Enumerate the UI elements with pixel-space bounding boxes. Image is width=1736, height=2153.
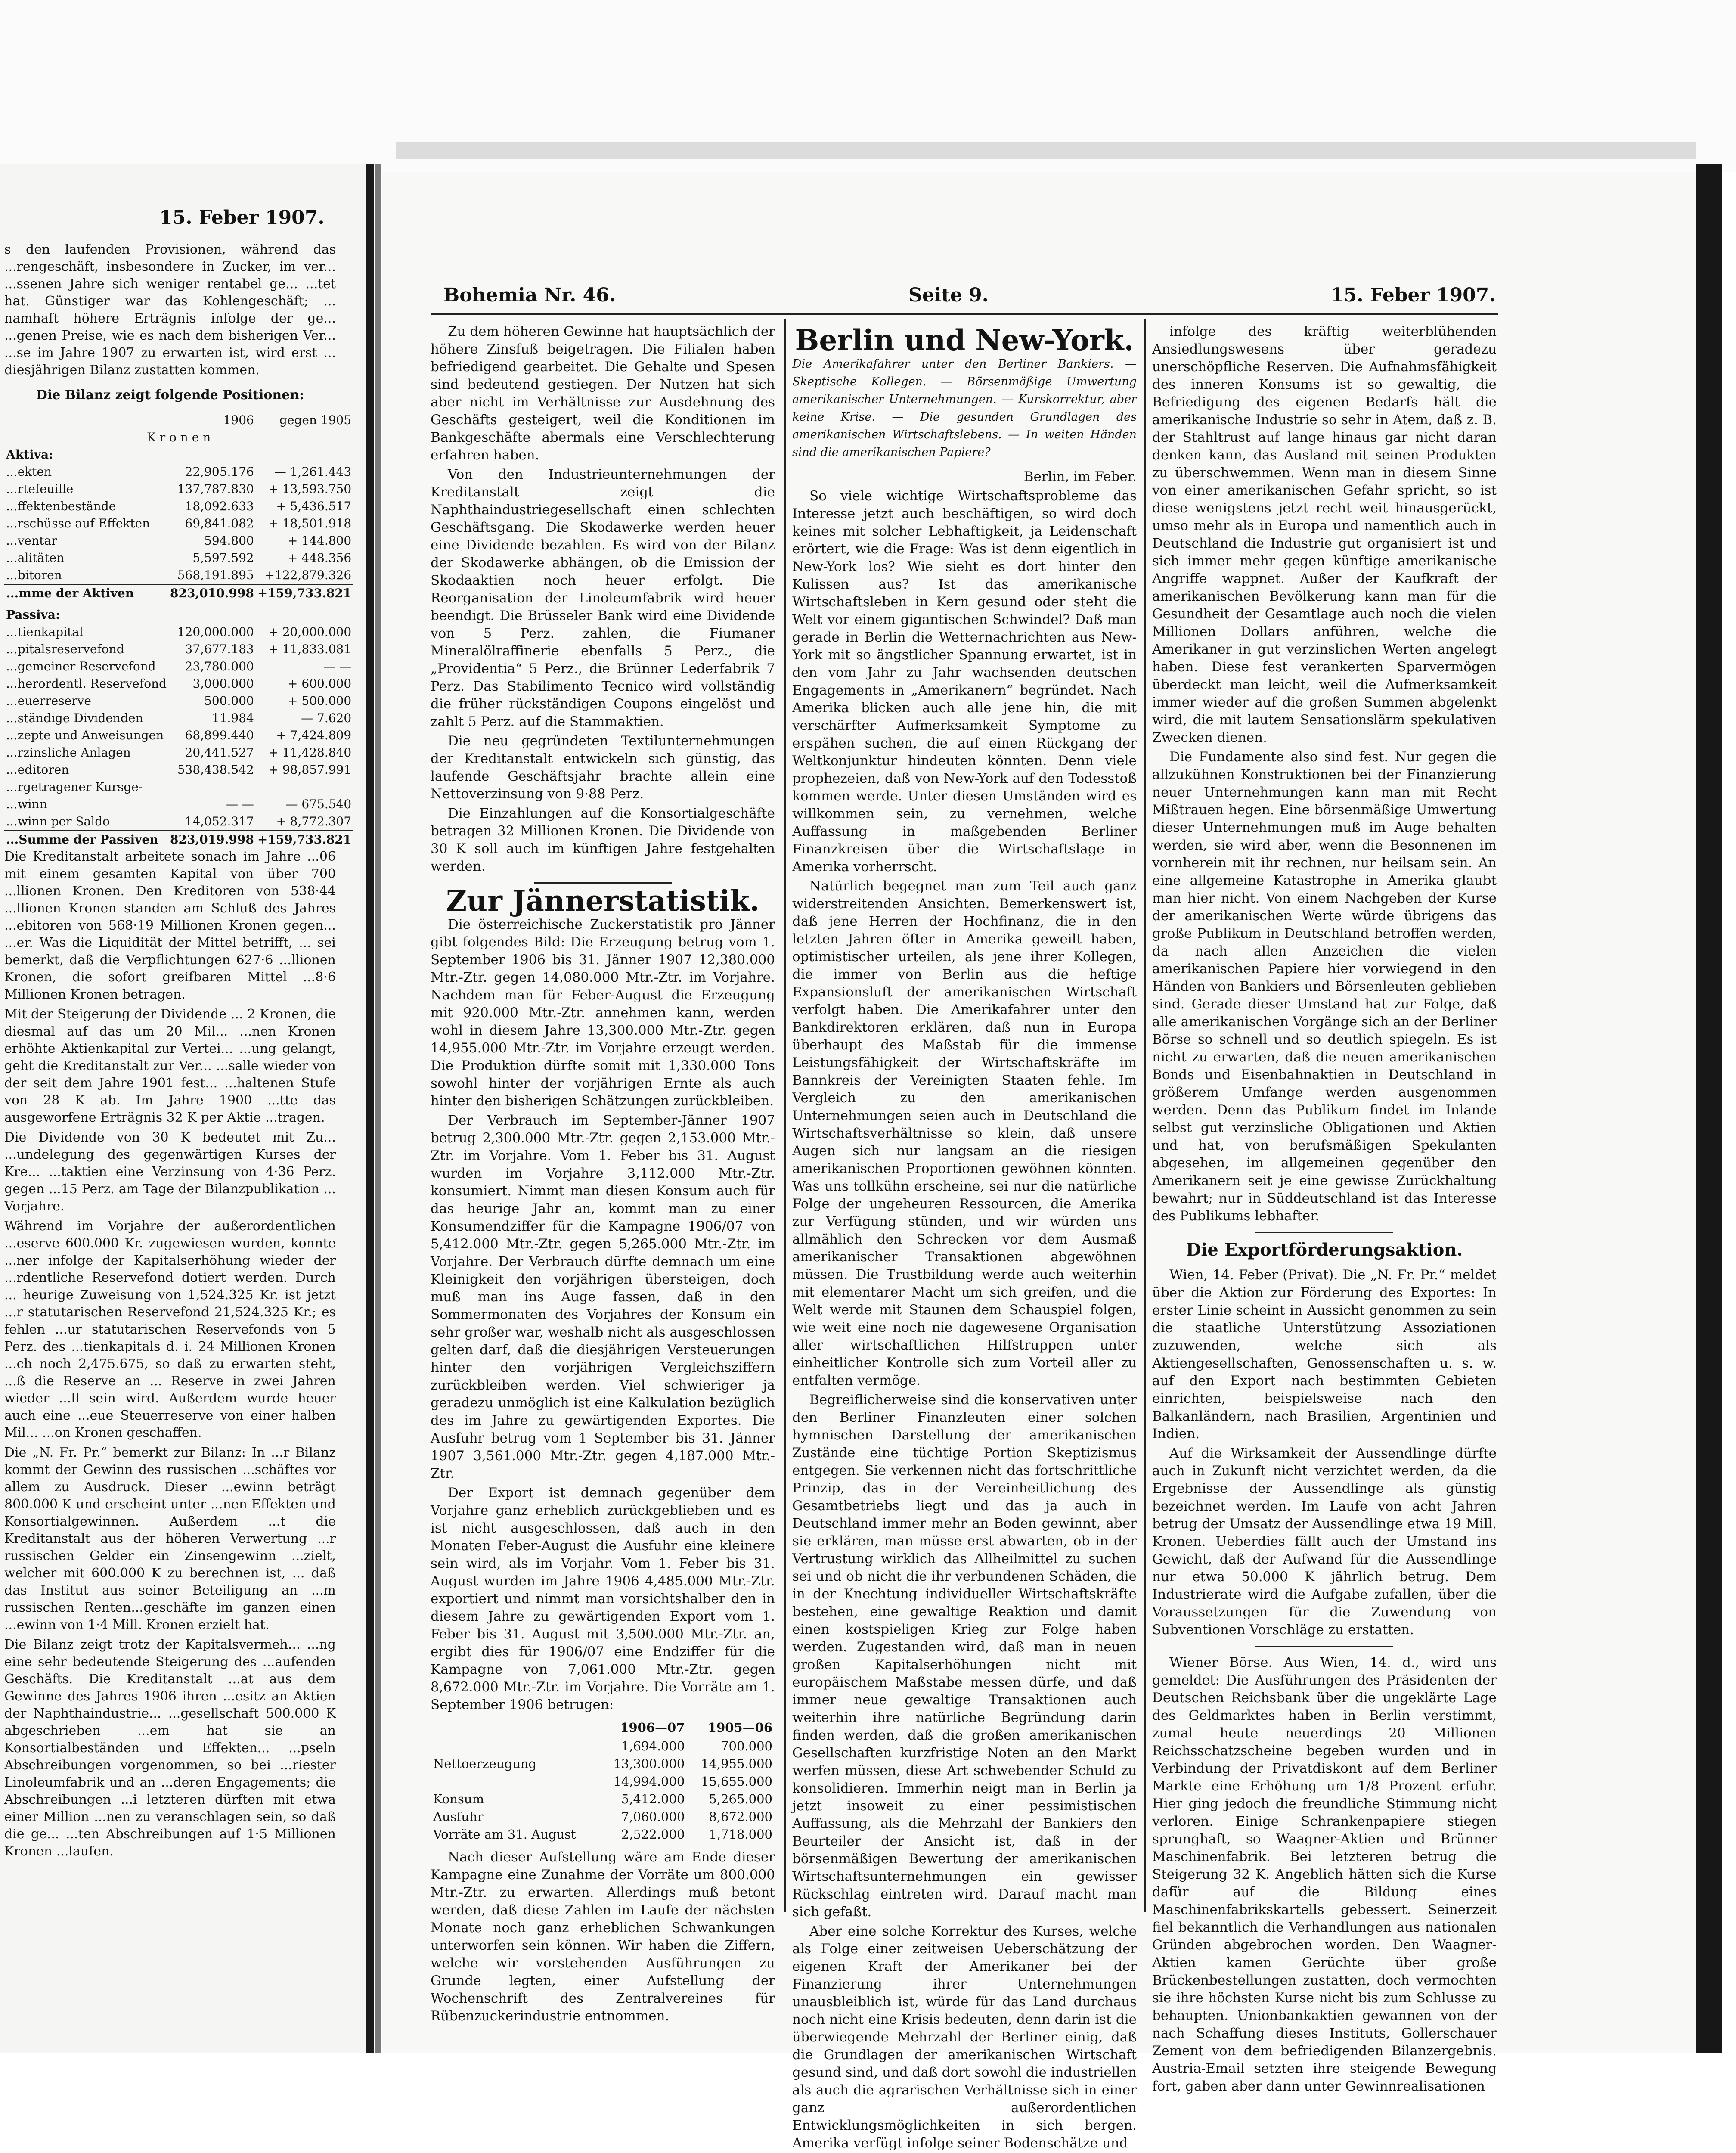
bilanz-value: 3,000.000 [192, 676, 254, 691]
bilanz-row [4, 710, 353, 727]
paragraph: Wiener Börse. Aus Wien, 14. d., wird uns gemeldet: Die Ausführungen des Präsidenten der Deutschen Reichsbank über die ungeklärte Lage des Geldmarktes haben in Berlin verstimmt, zumal heute neuerdings 20 Millionen Reichsschatzscheine begeben wurden und in Verbindung der Privatdiskont auf dem Berliner Markte eine Erhöhung um 1/8 Prozent erfuhr. Hier ging jedoch die freundliche Stimmung nicht verloren. Einige Schrankenpapiere stiegen sprunghaft, so Waagner-Aktien und Brünner Maschinenfabrik. Bei letzteren betrug die Steigerung 32 K. Angeblich hätten sich die Kurse dafür auf die Bildung eines Maschinenfabrikskartells gebessert. Seinerzeit fiel bekanntlich die Verhandlungen aus nationalen Gründen abgebrochen worden. Den Waagner-Aktien kamen Gerüchte über große Brückenbestellungen zustatten, doch vermochten sie ihre höchsten Kurse nicht bis zum Schlusse zu behaupten. Unionbankaktien gewannen von der nach Schaffung dieses Instituts, Gollerschauer Zement von dem befriedigenden Bilanzergebnis. Austria-Email setzten ihre steigende Bewegung fort, gaben aber dann unter Gewinnrealisationen [1152, 1655, 1497, 2094]
zucker-value: 700.000 [721, 1739, 772, 1753]
bilanz-value: 20,441.527 [185, 745, 254, 760]
col3-paragraphs-3 [1152, 1654, 1497, 2095]
column-rule-2 [1144, 319, 1146, 1912]
bilanz-label: ...herordentl. Reservefond [6, 676, 167, 691]
bilanz-value: 500.000 [204, 694, 254, 708]
zucker-label [431, 1737, 600, 1755]
bilanz-label: ...rzinsliche Anlagen [6, 745, 131, 760]
bilanz-row [4, 498, 353, 515]
aktiva-label: Aktiva: [6, 447, 53, 462]
paragraph: Der Verbrauch im September-Jänner 1907 betrug 2,300.000 Mtr.-Ztr. gegen 2,153.000 Mtr.-Ztr. im Vorjahre. Vom 1. Feber bis 31. August wurden im Vorjahre 3,112.000 Mtr.-Ztr. konsumiert. Nimmt man diesen Konsum auch für das heurige Jahr an, kommt man zu einer Konsumendziffer für die Kampagne 1906/07 von 5,412.000 Mtr.-Ztr. gegen 5,265.000 Mtr.-Ztr. im Vorjahre. Der Verbrauch dürfte demnach um eine Kleinigkeit den vorjährigen übersteigen, doch muß man ins Auge fassen, daß in den Sommermonaten des Vorjahres der Konsum ein sehr großer war, weshalb nicht als ausgeschlossen gelten darf, daß die diesjährigen Versteuerungen hinter den vorjährigen Vergleichsziffern zurückbleiben werden. Viel schwieriger ja geradezu unmöglich ist eine Kalkulation bezüglich des im Jahre zu gewärtigenden Exportes. Die Ausfuhr betrug vom 1 September bis 31. Jänner 1907 3,561.000 Mtr.-Ztr. gegen 4,187.000 Mtr.-Ztr. [431, 1113, 775, 1481]
col3-divider-2 [1256, 1646, 1393, 1647]
zucker-row [431, 1773, 775, 1790]
column-rule-1 [784, 319, 786, 1912]
paragraph: Von den Industrieunternehmungen der Kreditanstalt zeigt die Naphthaindustriegesellschaft einen schlechten Geschäftsgang. Die Skodawerke werden heuer eine Dividende bezahlen. Es wird von der Bilanz der Skodawerke abhängen, ob die Emission der Skodaaktien noch heuer erfolgt. Die Reorganisation der Linoleumfabrik wird heuer beendigt. Die Brüsseler Bank wird eine Dividende von 5 Perz. zahlen, die Fiumaner Mineralölraffinerie ebenfalls 5 Perz., die „Providentia“ 5 Perz., die Brünner Lederfabrik 7 Perz. Das Stabilimento Tecnico wird vollständig die früher rückständigen Coupons eingelöst und zahlt 5 Perz. auf die Stammaktien. [431, 467, 775, 729]
zucker-table [431, 1719, 775, 1843]
paragraph: Mit der Steigerung der Dividende ... 2 Kronen, die diesmal auf das um 20 Mil... ...nen Kronen erhöhte Aktienkapital zur Vertei... ...ung gelangt, geht die Kreditanstalt zur Ver... ...salle wieder von der seit dem Jahre 1901 fest... ...haltenen Stufe von 28 K ab. Im Jahre 1900 ...tte das ausgeworfene Erträgnis 32 K per Aktie ...tragen. [4, 1007, 336, 1125]
col1-divider [534, 882, 672, 884]
bilanz-row [4, 481, 353, 498]
bilanz-value: — 7.620 [301, 711, 352, 725]
bilanz-row [4, 463, 353, 481]
binding-gutter [366, 164, 374, 2053]
bilanz-value: + 98,857.991 [268, 763, 352, 777]
bilanz-col-1905: gegen 1905 [279, 413, 352, 427]
bilanz-value: 11.984 [211, 711, 254, 725]
column-3 [1152, 323, 1497, 2097]
bilanz-unit: K r o n e n [146, 430, 211, 444]
bilanz-row [4, 567, 353, 584]
bilanz-value: + 20,000.000 [268, 625, 352, 639]
bilanz-row [4, 761, 353, 779]
bilanz-row [4, 692, 353, 710]
bilanz-value: + 600.000 [288, 676, 352, 691]
paragraph: Die Einzahlungen auf die Konsortialgeschäfte betragen 32 Millionen Kronen. Die Dividende von 30 K soll auch im künftigen Jahre festgehalten werden. [431, 806, 775, 874]
bilanz-label: ...winn [6, 797, 47, 811]
exportfoerderung-title: Die Exportförderungsaktion. [1186, 1240, 1463, 1260]
paragraph: Der Export ist demnach gegenüber dem Vorjahre ganz erheblich zurückgeblieben und es ist nicht ausgeschlossen, daß auch in den Monaten Feber-August die Ausfuhr eine kleinere sein wird, als im Vorjahr. Vom 1. Feber bis 31. August wurden im Jahre 1906 4,485.000 Mtr.-Ztr. exportiert und nimmt man vorsichtshalber den in diesem Jahre zu gewärtigenden Export vom 1. Feber bis 31. August mit 3,500.000 Mtr.-Ztr. an, ergibt dies für 1906/07 eine Endziffer für die Kampagne von 7,061.000 Mtr.-Ztr. gegen 8,672.000 Mtr.-Ztr. im Vorjahre. Die Vorräte am 1. September 1906 betrugen: [431, 1485, 775, 1712]
left-page-text [4, 241, 352, 1863]
paragraph: Wien, 14. Feber (Privat). Die „N. Fr. Pr.“ meldet über die Aktion zur Förderung des Exportes: In erster Linie scheint in Aussicht genommen zu sein die staatliche Unterstützung Assoziationen zuzuwenden, welche sich als Aktiengesellschaften, Genossenschaften u. s. w. auf den Export nach bestimmten Gebieten einrichten, beispielsweise nach den Balkanländern, nach Brasilien, Argentinien und Indien. [1152, 1267, 1497, 1442]
zucker-row [431, 1790, 775, 1808]
zucker-value: 1,718.000 [709, 1827, 772, 1842]
bilanz-value: 568,191.895 [177, 568, 254, 582]
paragraph: Aber eine solche Korrektur des Kurses, welche als Folge einer zeitweisen Ueberschätzung der eigenen Kraft der Amerikaner bei der Finanzierung ihrer Unternehmungen unausbleiblich ist, würde für das Land durchaus noch nicht eine Krisis bedeuten, denn darin ist die überwiegende Mehrzahl der Berliner einig, daß die Grundlagen der amerikanischen Wirtschaft gesund sind, und daß dort sowohl die industriellen als auch die agrarischen Verhältnisse sich in einer ganz außerordentlichen Entwicklungsmöglichkeiten in sich bergen. Amerika verfügt infolge seiner Bodenschätze und [792, 1923, 1137, 2151]
bilanz-label: ...rschüsse auf Effekten [6, 516, 150, 530]
paragraph: Die Kreditanstalt arbeitete sonach im Jahre ...06 mit einem gesamten Kapital von über 700 ...llionen Kronen. Den Kreditoren von 538·44 ...llionen Kronen standen am Schluß des Jahres ...ebitoren von 568·19 Millionen Kronen gegen... ...er. Was die Liquidität der Mittel betrifft, ... sei bemerkt, daß die Verpflichtungen 627·6 ...llionen Kronen, die sofort greifbaren Mittel ...8·6 Millionen Kronen betragen. [4, 849, 336, 1002]
col1-paragraphs-3 [431, 1849, 775, 2025]
aktiva-rows [4, 463, 353, 602]
bilanz-row [4, 744, 353, 761]
bilanz-value: — 675.540 [285, 797, 352, 811]
berlin-dateline: Berlin, im Feber. [1023, 469, 1137, 484]
zucker-value: 15,655.000 [701, 1774, 772, 1789]
zucker-label: Nettoerzeugung [433, 1756, 536, 1771]
bilanz-value: 823,010.998 [168, 584, 256, 602]
bilanz-value: + 7,424.809 [276, 728, 352, 742]
bilanz-value: + 448.356 [288, 551, 352, 565]
bilanz-value [168, 779, 256, 796]
bilanz-label: ...Summe der Passiven [4, 831, 168, 848]
zucker-row [431, 1808, 775, 1826]
bilanz-value: + 11,428.840 [268, 745, 352, 760]
col1-paragraphs [431, 323, 775, 875]
bilanz-label: ...mme der Aktiven [4, 584, 168, 602]
column-2 [792, 323, 1137, 2153]
bilanz-value: + 18,501.918 [268, 516, 352, 530]
zucker-value: 8,672.000 [709, 1809, 772, 1824]
bilanz-row [4, 779, 353, 796]
paragraph: Zu dem höheren Gewinne hat hauptsächlich der höhere Zinsfuß beigetragen. Die Filialen haben befriedigend gearbeitet. Die Gehalte und Spesen sind bedeutend gestiegen. Der Nutzen hat sich aber nicht im Verhältnisse zur Ausdehnung des Geschäfts gesteigert, weil die Konditionen im Bankgeschäfte abermals eine Verschlechterung erfahren haben. [431, 324, 775, 463]
bilanz-row [4, 727, 353, 744]
bilanz-value: 5,597.592 [192, 551, 254, 565]
bilanz-col-1906: 1906 [223, 413, 254, 427]
bilanz-value: — — [226, 797, 254, 811]
bilanz-value: 14,052.317 [185, 814, 254, 828]
masthead [443, 284, 1494, 310]
bilanz-row [4, 813, 353, 831]
col3-paragraphs [1152, 323, 1497, 1225]
paragraph: Begreiflicherweise sind die konservativen unter den Berliner Finanzleuten einer solchen hymnischen Darstellung der amerikanischen Zustände eine tüchtige Portion Skeptizismus entgegen. Sie verkennen nicht das fortschrittliche Prinzip, das in der Vereinheitlichung des Gesamtbetriebs liegt und das ja auch in Deutschland immer mehr an Boden gewinnt, aber sie erklären, man müsse erst abwarten, ob in der Vertrustung wirklich das Allheilmittel zu suchen sei und ob nicht die ihr verbundenen Schäden, die in der Knechtung individueller Wirtschaftskräfte bestehen, eine gewaltige Reaktion und damit einen kostspieligen Krieg zur Folge haben werden. Zugestanden wird, daß man in neuen großen Kapitalserhöhungen nicht mit europäischem Maßstabe messen dürfe, und daß immer neue gewaltige Transaktionen auch weiterhin ihre natürliche Begründung darin finden werden, daß die großen amerikanischen Gesellschaften kurzfristige Noten an den Markt werfen müssen, diese Art schwebender Schuld zu konsolidieren. Immerhin neigt man in Berlin ja jetzt insoweit zu einer pessimistischen Auffassung, als die Mehrzahl der Bankiers den Beurteiler der Ansicht ist, daß in der börsenmäßigen Bewertung der amerikanischen Wirtschaftsunternehmungen ein gewisser Rückschlag eintreten wird. Darauf macht man sich gefaßt. [792, 1392, 1137, 1920]
bilanz-value: + 8,772.307 [276, 814, 352, 828]
bilanz-row [4, 796, 353, 813]
passiva-label: Passiva: [6, 608, 60, 622]
bilanz-value: +122,879.326 [264, 568, 352, 582]
zuckerstatistik-title: Zur Jännerstatistik. [446, 884, 760, 918]
bilanz-row [4, 658, 353, 675]
berlin-newyork-subtitle: Die Amerikafahrer unter den Berliner Bankiers. — Skeptische Kollegen. — Börsenmäßige Umwertung amerikanischer Unternehmungen. — Kurskorrektur, aber keine Krise. — Die gesunden Grundlagen des amerikanischen Wirtschaftslebens. — In weiten Händen sind die amerikanischen Papiere? [792, 357, 1137, 459]
paragraph: Die neu gegründeten Textilunternehmungen der Kreditanstalt entwickeln sich günstig, das laufende Geschäftsjahr brachte allein eine Nettoverzinsung von 9·88 Perz. [431, 733, 775, 802]
paragraph: Die Fundamente also sind fest. Nur gegen die allzukühnen Konstruktionen bei der Finanzierung neuer Unternehmungen kann man mit Recht Mißtrauen hegen. Eine börsenmäßige Umwertung dieser Unternehmungen muß im Auge behalten werden, sie wird aber, wenn die Besonnenen im vornherein mit ihr rechnen, nur heilsam sein. An eine allgemeine Katastrophe in Amerika glaubt man hier nicht. Von einem Nachgeben der Kurse der amerikanischen Werte würde übrigens das große Publikum in Deutschland betroffen werden, da nach allen Anzeichen die vielen amerikanischen Papiere hier vorwiegend in den Händen von Bankiers und Börsenleuten geblieben sind. Gerade dieser Umstand hat zur Folge, daß alle amerikanischen Vorgänge sich an der Berliner Börse so schnell und so deutlich spiegeln. Es ist nicht zu erwarten, daß die neuen amerikanischen Bonds und Eisenbahnaktien in Deutschland in größerem Umfange werden ausgenommen werden. Denn das Publikum findet im Inlande selbst gut verzinsliche Obligationen und Aktien und hat, von berufsmäßigen Spekulanten abgesehen, im allgemeinen gegenüber den Amerikanern seit je eine gewisse Zurückhaltung bewahrt; nur in Süddeutschland ist das Interesse des Publikums lebhafter. [1152, 749, 1497, 1224]
bilanz-value: +159,733.821 [256, 831, 353, 848]
bilanz-table [4, 412, 353, 848]
zucker-row [431, 1826, 775, 1843]
zucker-value: 5,265.000 [709, 1792, 772, 1806]
page-edge-right [1696, 164, 1722, 2053]
zucker-row [431, 1737, 775, 1755]
bilanz-label: ...euerreserve [6, 694, 91, 708]
bilanz-value: + 13,593.750 [268, 482, 352, 496]
paragraph: Die Bilanz zeigt trotz der Kapitalsvermeh... ...ng eine sehr bedeutende Steigerung des ...aufenden Geschäfts. Die Kreditanstalt ...at aus dem Gewinne des Jahres 1906 ihren ...esitz an Aktien der Naphthaindustrie... ...gesellschaft 500.000 K abgeschrieben ...em hat sie an Konsortialbeständen und Effekten... ...pseln Abschreibungen vorgenommen, so bei ...riester Linoleumfabrik und an ...deren Engagements; die Abschreibungen ...i letzteren dürften mit etwa einer Million ...nen zu veranschlagen sein, so daß die ge... ...ten Abschreibungen auf 1·5 Millionen Kronen ...laufen. [4, 1637, 336, 1859]
bilanz-label: ...winn per Saldo [6, 814, 110, 828]
masthead-rule [431, 313, 1498, 315]
bilanz-row [4, 675, 353, 692]
bilanz-value: 538,438.542 [177, 763, 254, 777]
zucker-label: Ausfuhr [433, 1809, 484, 1824]
bilanz-value: 18,092.633 [185, 499, 254, 513]
paragraph: Während im Vorjahre der außerordentlichen ...eserve 600.000 Kr. zugewiesen wurden, konnte ...ner infolge der Kapitalserhöhung wieder der ...rdentliche Reservefond dotiert werden. Durch ... heurige Zuweisung von 1,524.325 Kr. ist jetzt ...r statutarischen Reservefond 21,524.325 Kr.; es fehlen ...ur statutarischen Reservefonds von 5 Perz. des ...tienkapitals d. i. 24 Millionen Kronen ...ch noch 2,475.675, so daß zu erwarten steht, ...ß die Reserve an ... Reserve in zwei Jahren wieder ...ll sein wird. Außerdem wurde heuer auch eine ...eue Steuerreserve von einer halben Mil... ...on Kronen geschaffen. [4, 1219, 336, 1440]
bilanz-label: ...ventar [6, 534, 57, 548]
zucker-label: Konsum [433, 1792, 484, 1806]
masthead-date: 15. Feber 1907. [1330, 284, 1496, 306]
zucker-row [431, 1755, 775, 1773]
column-1 [431, 323, 775, 2027]
zucker-value: 14,994.000 [613, 1774, 685, 1789]
bilanz-label: ...editoren [6, 763, 69, 777]
bilanz-value: + 144.800 [288, 534, 352, 548]
zucker-value: 7,060.000 [621, 1809, 685, 1824]
bilanz-value: + 5,436.517 [276, 499, 352, 513]
bilanz-value [256, 779, 353, 796]
bilanz-value: + 500.000 [288, 694, 352, 708]
page-top-shadow [396, 142, 1696, 159]
masthead-page: Seite 9. [908, 284, 989, 306]
bilanz-value: 120,000.000 [177, 625, 254, 639]
bilanz-heading: Die Bilanz zeigt folgende Positionen: [36, 388, 304, 403]
paragraph: Die „N. Fr. Pr.“ bemerkt zur Bilanz: In ...r Bilanz kommt der Gewinn des russischen ...schäftes vor allem zu Ausdruck. Dieser ...ewinn beträgt 800.000 K und erscheint unter ...nen Effekten und Konsortialgewinnen. Außerdem ...t die Kreditanstalt aus der höheren Verwertung ...r russischen Gelder ein Zinsengewinn ...zielt, welcher mit 600.000 K zu berechnen ist, ... daß das Institut aus seiner Beteiligung an ...m russischen Renten...geschäfte im ganzen einen ...ewinn von 1·4 Mill. Kronen erzielt hat. [4, 1445, 336, 1632]
bilanz-label: ...alitäten [6, 551, 65, 565]
zucker-value: 13,300.000 [613, 1756, 685, 1771]
paragraph: Auf die Wirksamkeit der Aussendlinge dürfte auch in Zukunft nicht verzichtet werden, da die Ergebnisse der Aussendlinge als günstig bezeichnet werden. Im Laufe von acht Jahren betrug der Umsatz der Aussendlinge etwa 19 Mill. Kronen. Ueberdies fällt auch der Umstand ins Gewicht, daß der Aufwand für die Aussendlinge nur etwa 50.000 K jährlich betrug. Dem Industrierate wird die Aufgabe zufallen, über die Voraussetzungen für die Zuwendung von Subventionen Vorschläge zu erstatten. [1152, 1446, 1497, 1638]
bilanz-row [4, 532, 353, 549]
paragraph: Die österreichische Zuckerstatistik pro Jänner gibt folgendes Bild: Die Erzeugung betrug vom 1. September 1906 bis 31. Jänner 1907 12,380.000 Mtr.-Ztr. gegen 14,080.000 Mtr.-Ztr. im Vorjahre. Nachdem man für Feber-August die Erzeugung mit 920.000 Mtr.-Ztr. annehmen kann, werden wohl in diesem Jahre 13,300.000 Mtr.-Ztr. gegen 14,955.000 Mtr.-Ztr. im Vorjahre erzeugt werden. Die Produktion dürfte somit mit 1,330.000 Tons sowohl hinter der vorjährigen Ernte als auch hinter den bisherigen Schätzungen zurückbleiben. [431, 917, 775, 1109]
bilanz-label: ...bitoren [6, 568, 62, 582]
bilanz-row [4, 641, 353, 658]
bilanz-value: 37,677.183 [185, 642, 254, 656]
zucker-rows [431, 1737, 775, 1843]
col3-paragraphs-2 [1152, 1266, 1497, 1639]
bilanz-value: — — [323, 659, 352, 673]
col3-divider [1256, 1232, 1393, 1233]
bilanz-value: 137,787.830 [177, 482, 254, 496]
col2-paragraphs [792, 487, 1137, 2152]
paragraph: So viele wichtige Wirtschaftsprobleme das Interesse jetzt auch beschäftigen, so wird doch keines mit solcher Lebhaftigkeit, ja Leidenschaft erörtert, wie die Frage: Was ist denn eigentlich in New-York los? Wie sieht es dort hinter den Kulissen aus? Ist das amerikanische Wirtschaftsleben in Kern gesund oder steht die Welt vor einem gigantischen Schwindel? Daß man gerade in Berlin die Wetternachrichten aus New-York mit so ängstlicher Spannung erwartet, ist in den vom Jahr zu Jahr wachsenden deutschen Engagements in „Amerikanern“ begründet. Nach Amerika blicken auch alle jene hin, die mit verschärfter Aufmerksamkeit Symptome zu erspähen suchen, die auf einen Rückgang der Weltkonjunktur hindeuten könnten. Denn viele prophezeien, daß von New-York auf den Todesstoß kommen werde. Unter diesen Umständen wird es willkommen sein, zu vernehmen, welche Auffassung in maßgebenden Berliner Finanzkreisen über die Wirtschaftslage in Amerika vorherrscht. [792, 488, 1137, 875]
bilanz-row [4, 584, 353, 602]
left-page-header-date: 15. Feber 1907. [159, 207, 325, 229]
zucker-label [431, 1773, 600, 1790]
left-paragraphs [4, 848, 336, 1860]
masthead-paper: Bohemia Nr. 46. [443, 284, 616, 306]
bilanz-value: — 1,261.443 [274, 465, 352, 479]
bilanz-value: 69,841.082 [185, 516, 254, 530]
bilanz-label: ...ffektenbestände [6, 499, 116, 513]
bilanz-value: 594.800 [204, 534, 254, 548]
bilanz-row [4, 515, 353, 532]
bilanz-value: 23,780.000 [185, 659, 254, 673]
zucker-value: 1,694.000 [621, 1739, 685, 1753]
binding-shadow [375, 164, 381, 2053]
zucker-col-1906: 1906—07 [600, 1719, 688, 1737]
bilanz-value: + 11,833.081 [268, 642, 352, 656]
zucker-label: Vorräte am 31. August [433, 1827, 576, 1842]
bilanz-label: ...pitalsreservefond [6, 642, 124, 656]
paragraph: Natürlich begegnet man zum Teil auch ganz widerstreitenden Ansichten. Bemerkenswert ist, daß jene Herren der Hochfinanz, die in den letzten Jahren öfter in Amerika geweilt haben, optimistischer urteilen, als jene ihrer Kollegen, die immer von Berlin aus die heftige Expansionsluft der amerikanischen Wirtschaft verfolgt haben. Die Amerikafahrer unter den Bankdirektoren erklären, daß nun in Europa überhaupt des Maßstab für die immense Leistungsfähigkeit der Wirtschaftskräfte im Bannkreis der Vereinigten Staaten fehle. Im Vergleich zu den amerikanischen Unternehmungen seien auch in Deutschland die Wirtschaftsverhältnisse so klein, daß unsere Augen sich nur langsam an die riesigen amerikanischen Proportionen gewöhnen könnten. Was uns tollkühn erscheine, sei nur die natürliche Folge der ungeheuren Ressourcen, die Amerika zur Verfügung stünden, und wir würden uns allmählich den Schrecken vor dem Ausmaß amerikanischer Transaktionen abgewöhnen müssen. Die Trustbildung werde auch weiterhin mit elementarer Macht um sich greifen, und die Welt werde mit Staunen dem Schauspiel folgen, wie weit eine noch nie dagewesene Organisation aller wirtschaftlichen Hilfstruppen unter einheitlicher Kontrolle sich zum Vorteil aller zu entfalten vermöge. [792, 878, 1137, 1388]
zucker-value: 2,522.000 [621, 1827, 685, 1842]
paragraph: Die Dividende von 30 K bedeutet mit Zu... ...undelegung des gegenwärtigen Kurses der Kre... ...taktien eine Verzinsung von 4·36 Perz. gegen ...15 Perz. am Tage der Bilanzpublikation ... Vorjahre. [4, 1130, 336, 1214]
bilanz-row [4, 624, 353, 641]
paragraph: infolge des kräftig weiterblühenden Ansiedlungswesens über geradezu unerschöpfliche Reserven. Die Aufnahmsfähigkeit des inneren Konsums ist so gewaltig, die Befriedigung des eigenen Bedarfs hält die amerikanische Industrie so sehr in Atem, daß z. B. der Stahltrust auf lange hinaus gar nicht daran denken kann, das Ausland mit seinen Produkten zu überschwemmen. Wenn man in diesem Sinne von einer amerikanischen Gefahr spricht, so ist diese wenigstens jetzt recht weit hinausgerückt, umso mehr als in Europa und namentlich auch in Deutschland die Industrie gut organisiert ist und sich immer mehr gegen künftige amerikanische Angriffe wappnet. Außer der Kaufkraft der amerikanischen Bevölkerung kann man für die Gesundheit der Gesamtlage auch noch die vielen Millionen Dollars anführen, welche die Amerikaner in gut verzinslichen Werten angelegt haben. Diese fest verankerten Sparvermögen überdeckt man leicht, weil die Aufmerksamkeit immer wieder auf die großen Summen abgelenkt wird, die mit lautem Sensationslärm spekulativen Zwecken dienen. [1152, 324, 1497, 745]
bilanz-row [4, 549, 353, 567]
bilanz-label: ...zepte und Anweisungen [6, 728, 164, 742]
bilanz-value: 823,019.998 [168, 831, 256, 848]
zucker-value: 14,955.000 [701, 1756, 772, 1771]
left-intro: s den laufenden Provisionen, während das ...rengeschäft, insbesondere in Zucker, im ver... ...ssenen Jahre sich weniger rentabel ge... ...tet hat. Günstiger war das Kohlengeschäft; ... namhaft höhere Erträgnis infolge der ge... ...genen Preise, wie es nach dem bisherigen Ver... ...se im Jahre 1907 zu erwarten ist, wird erst ... diesjährigen Bilanz zustatten kommen. [4, 242, 336, 378]
col1-paragraphs-2 [431, 916, 775, 1714]
paragraph: Nach dieser Aufstellung wäre am Ende dieser Kampagne eine Zunahme der Vorräte um 800.000 Mtr.-Ztr. zu erwarten. Allerdings muß betont werden, daß diese Zahlen im Laufe der nächsten Monate noch ganz erheblichen Schwankungen unterworfen sein können. Wir haben die Ziffern, welche wir vorstehenden Ausführungen zu Grunde legten, einer Aufstellung der Wochenschrift des Zentralvereines für Rübenzuckerindustrie entnommen. [431, 1849, 775, 2024]
bilanz-value: +159,733.821 [256, 584, 353, 602]
bilanz-value: 68,899.440 [185, 728, 254, 742]
bilanz-label: ...gemeiner Reservefond [6, 659, 156, 673]
bilanz-value: 22,905.176 [185, 465, 254, 479]
bilanz-label: ...rgetragener Kursge- [6, 780, 143, 794]
passiva-rows [4, 624, 353, 848]
zucker-col-1905: 1905—06 [687, 1719, 775, 1737]
bilanz-label: ...ständige Dividenden [6, 711, 143, 725]
berlin-newyork-title: Berlin und New-York. [795, 323, 1134, 357]
bilanz-label: ...ekten [6, 465, 52, 479]
bilanz-label: ...rtefeuille [6, 482, 74, 496]
zucker-value: 5,412.000 [621, 1792, 685, 1806]
bilanz-label: ...tienkapital [6, 625, 83, 639]
bilanz-row [4, 831, 353, 848]
